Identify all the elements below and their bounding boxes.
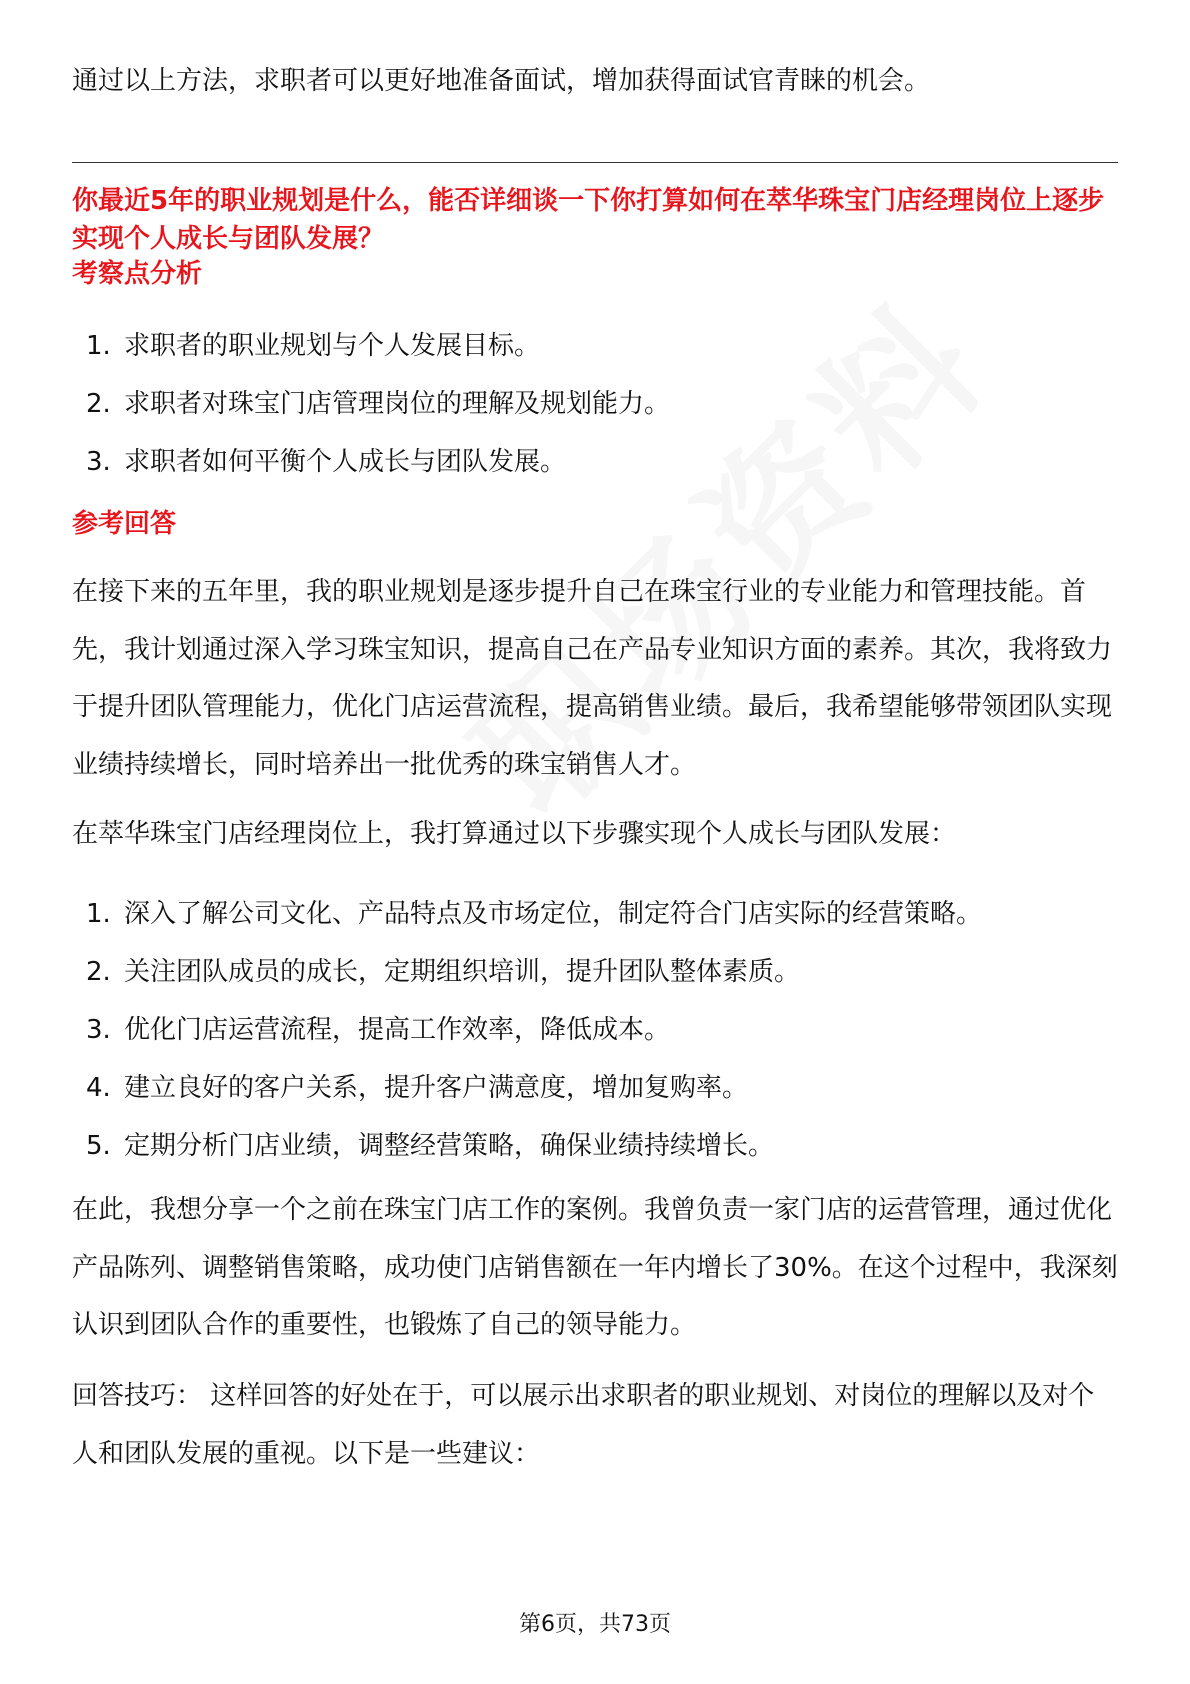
tips-paragraph: 回答技巧： 这样回答的好处在于，可以展示出求职者的职业规划、对岗位的理解以及对个人和团队发展的重视。以下是一些建议： [72,1381,1095,1469]
answer-paragraph: 在接下来的五年里，我的职业规划是逐步提升自己在珠宝行业的专业能力和管理技能。首先，我计划通过深入学习珠宝知识，提高自己在产品专业知识方面的素养。其次，我将致力于提升团队管理能力，优化门店运营流程，提高销售业绩。最后，我希望能够带领团队实现业绩持续增长，同时培养出一批优秀的珠宝销售人才。 [72,577,1113,780]
analysis-title: 考察点分析 [72,259,203,289]
intro-text: 通过以上方法，求职者可以更好地准备面试，增加获得面试官青睐的机会。 [72,66,931,96]
list-item: 1. 求职者的职业规划与个人发展目标。 [86,331,541,361]
analysis-list [86,326,670,500]
page-number: 第6页，共73页 [519,1612,671,1637]
list-item: 4. 建立良好的客户关系，提升客户满意度，增加复购率。 [86,1073,749,1103]
list-item: 1. 深入了解公司文化、产品特点及市场定位，制定符合门店实际的经营策略。 [86,899,983,929]
list-item: 5. 定期分析门店业绩，调整经营策略，确保业绩持续增长。 [86,1131,775,1161]
case-paragraph: 在此，我想分享一个之前在珠宝门店工作的案例。我曾负责一家门店的运营管理，通过优化产品陈列、调整销售策略，成功使门店销售额在一年内增长了30%。在这个过程中，我深刻认识到团队合作的重要性，也锻炼了自己的领导能力。 [72,1195,1118,1340]
question-heading: 你最近5年的职业规划是什么，能否详细谈一下你打算如何在萃华珠宝门店经理岗位上逐步实现个人成长与团队发展？ [72,186,1105,254]
list-item: 2. 关注团队成员的成长，定期组织培训，提升团队整体素质。 [86,957,801,987]
steps-list [86,894,982,1184]
list-item: 3. 求职者如何平衡个人成长与团队发展。 [86,447,567,477]
list-item: 2. 求职者对珠宝门店管理岗位的理解及规划能力。 [86,389,671,419]
steps-intro: 在萃华珠宝门店经理岗位上，我打算通过以下步骤实现个人成长与团队发展： [72,819,957,849]
answer-title: 参考回答 [72,509,177,539]
section-divider [72,162,1118,163]
list-item: 3. 优化门店运营流程，提高工作效率，降低成本。 [86,1015,671,1045]
